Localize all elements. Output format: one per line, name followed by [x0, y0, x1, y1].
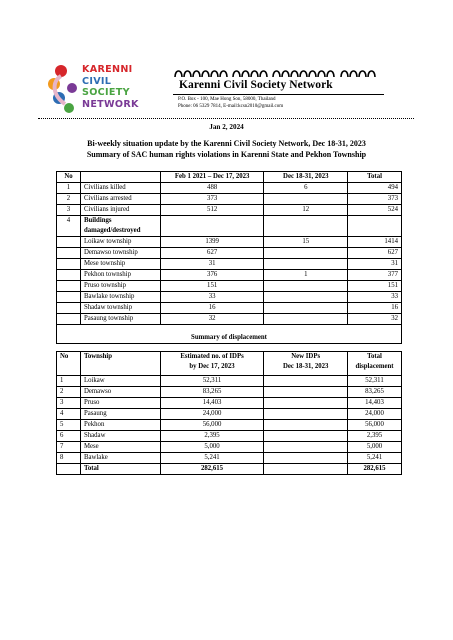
cell-total: 5,241 — [348, 453, 402, 464]
cell-label: Loikaw township — [80, 237, 160, 248]
address-block — [178, 97, 283, 110]
cell-value: 14,403 — [160, 398, 264, 409]
cell-value — [264, 303, 348, 314]
cell-value — [264, 409, 348, 420]
cell-township: Demawso — [80, 387, 160, 398]
cell-total: 627 — [348, 248, 402, 259]
cell-label: Pasaung township — [80, 314, 160, 325]
cell-total: 524 — [348, 205, 402, 216]
cell-no — [57, 464, 81, 475]
cell-total: 151 — [348, 281, 402, 292]
cell-value — [264, 248, 348, 259]
table-row — [57, 314, 402, 325]
cell-value: 373 — [160, 194, 264, 205]
cell-total — [348, 216, 402, 237]
cell-label: Demawso township — [80, 248, 160, 259]
cell-township: Pruso — [80, 398, 160, 409]
violations-table — [56, 171, 402, 344]
cell-value — [264, 464, 348, 475]
header-line: Dec 18-31, 2023 — [282, 363, 329, 370]
cell-no: 2 — [57, 387, 81, 398]
table-row — [57, 248, 402, 259]
table-row — [57, 237, 402, 248]
table-row — [57, 205, 402, 216]
cell-township: Pekhon — [80, 420, 160, 431]
cell-label: Civilians injured — [80, 205, 160, 216]
cell-label: Civilians arrested — [80, 194, 160, 205]
cell-total: 83,265 — [348, 387, 402, 398]
column-header: Total — [348, 172, 402, 183]
cell-value — [264, 387, 348, 398]
cell-value: 56,000 — [160, 420, 264, 431]
cell-value — [264, 431, 348, 442]
document-date: Jan 2, 2024 — [209, 123, 244, 131]
table-header-row — [57, 352, 402, 376]
kcsn-logo — [47, 60, 162, 118]
cell-no — [57, 303, 81, 314]
address-line: P.O. Box - 100, Mae Hong Son, 58000, Thailand — [178, 97, 276, 102]
logo-line: NETWORK — [82, 98, 139, 110]
document-subtitle: Summary of SAC human rights violations in Karenni State and Pekhon Township — [86, 150, 367, 159]
cell-total: 16 — [348, 303, 402, 314]
cell-value — [264, 314, 348, 325]
cell-value — [264, 398, 348, 409]
column-header: Township — [80, 352, 160, 376]
logo-line: SOCIETY — [82, 87, 130, 99]
cell-value: 52,311 — [160, 376, 264, 387]
cell-value — [264, 442, 348, 453]
displacement-table — [56, 351, 402, 475]
table-total-row — [57, 464, 402, 475]
cell-label: Buildings damaged/destroyed — [80, 216, 160, 237]
cell-no: 3 — [57, 398, 81, 409]
cell-total: 56,000 — [348, 420, 402, 431]
cell-value: 24,000 — [160, 409, 264, 420]
cell-total: 494 — [348, 183, 402, 194]
cell-value — [264, 194, 348, 205]
header-line: displacement — [355, 363, 394, 370]
header-line: New IDPs — [291, 353, 321, 360]
cell-no: 1 — [57, 376, 81, 387]
table-row — [57, 409, 402, 420]
table-row — [57, 183, 402, 194]
cell-no: 7 — [57, 442, 81, 453]
cell-label: Mese township — [80, 259, 160, 270]
cell-no: 5 — [57, 420, 81, 431]
cell-no — [57, 270, 81, 281]
cell-value: 151 — [160, 281, 264, 292]
cell-value: 2,395 — [160, 431, 264, 442]
cell-value: 31 — [160, 259, 264, 270]
cell-township: Bawlake — [80, 453, 160, 464]
cell-value — [264, 292, 348, 303]
cell-label: Shadaw township — [80, 303, 160, 314]
cell-no: 3 — [57, 205, 81, 216]
table-row — [57, 442, 402, 453]
cell-value: 282,615 — [160, 464, 264, 475]
table-row — [57, 376, 402, 387]
cell-value: 5,241 — [160, 453, 264, 464]
cell-value — [264, 453, 348, 464]
organization-name: Karenni Civil Society Network — [179, 79, 333, 91]
cell-value: 16 — [160, 303, 264, 314]
cell-value: 1399 — [160, 237, 264, 248]
cell-value: 83,265 — [160, 387, 264, 398]
cell-value: 33 — [160, 292, 264, 303]
cell-value: 15 — [264, 237, 348, 248]
cell-no — [57, 248, 81, 259]
dotted-divider — [38, 118, 414, 119]
cell-value — [264, 376, 348, 387]
cell-value — [160, 216, 264, 237]
cell-no — [57, 281, 81, 292]
cell-label: Bawlake township — [80, 292, 160, 303]
header-line: Total — [367, 353, 382, 360]
cell-total: 52,311 — [348, 376, 402, 387]
table-row — [57, 270, 402, 281]
section-title-row — [57, 325, 402, 344]
column-header: No — [57, 352, 81, 376]
table-row — [57, 453, 402, 464]
table-row — [57, 194, 402, 205]
header-line: Estimated no. of IDPs — [180, 353, 244, 360]
cell-no: 6 — [57, 431, 81, 442]
cell-no — [57, 314, 81, 325]
table-row — [57, 292, 402, 303]
cell-total: 373 — [348, 194, 402, 205]
cell-total: 5,000 — [348, 442, 402, 453]
cell-no — [57, 259, 81, 270]
cell-total: 282,615 — [348, 464, 402, 475]
cell-value — [264, 420, 348, 431]
column-header: Dec 18-31, 2023 — [264, 172, 348, 183]
table-row — [57, 387, 402, 398]
table-row — [57, 303, 402, 314]
column-header — [160, 352, 264, 376]
cell-no: 4 — [57, 409, 81, 420]
cell-total: 24,000 — [348, 409, 402, 420]
cell-value: 376 — [160, 270, 264, 281]
cell-township: Shadaw — [80, 431, 160, 442]
cell-label: Pruso township — [80, 281, 160, 292]
table-row — [57, 259, 402, 270]
column-header — [348, 352, 402, 376]
column-header: No — [57, 172, 81, 183]
cell-value — [264, 259, 348, 270]
cell-total: 377 — [348, 270, 402, 281]
cell-no — [57, 292, 81, 303]
cell-total-label: Total — [80, 464, 160, 475]
cell-value: 6 — [264, 183, 348, 194]
cell-no — [57, 237, 81, 248]
document-title: Bi-weekly situation update by the Karenni Civil Society Network, Dec 18-31, 2023 — [87, 139, 366, 148]
table-row — [57, 216, 402, 237]
column-header — [264, 352, 348, 376]
table-row — [57, 420, 402, 431]
logo-line: CIVIL — [82, 75, 112, 87]
header-line: by Dec 17, 2023 — [189, 363, 235, 370]
cell-no: 1 — [57, 183, 81, 194]
cell-label: Pekhon township — [80, 270, 160, 281]
cell-township: Mese — [80, 442, 160, 453]
table-row — [57, 281, 402, 292]
cell-value — [264, 216, 348, 237]
cell-value: 627 — [160, 248, 264, 259]
cell-total: 31 — [348, 259, 402, 270]
cell-total: 1414 — [348, 237, 402, 248]
cell-no: 8 — [57, 453, 81, 464]
column-header — [80, 172, 160, 183]
cell-value: 5,000 — [160, 442, 264, 453]
cell-value: 512 — [160, 205, 264, 216]
table-header-row — [57, 172, 402, 183]
cell-no: 4 — [57, 216, 81, 237]
cell-value: 12 — [264, 205, 348, 216]
contact-line: Phone: 06 5329 7814, E-mail:kcsn2010@gmail.com — [178, 103, 284, 109]
cell-no: 2 — [57, 194, 81, 205]
cell-total: 32 — [348, 314, 402, 325]
cell-value: 488 — [160, 183, 264, 194]
header-rule — [173, 94, 384, 95]
logo-line: KARENNI — [82, 64, 133, 75]
column-header: Feb 1 2021 – Dec 17, 2023 — [160, 172, 264, 183]
cell-township: Loikaw — [80, 376, 160, 387]
displacement-section-title: Summary of displacement — [57, 325, 402, 344]
cell-label: Civilians killed — [80, 183, 160, 194]
table-row — [57, 398, 402, 409]
cell-township: Pasaung — [80, 409, 160, 420]
cell-total: 33 — [348, 292, 402, 303]
cell-total: 2,395 — [348, 431, 402, 442]
cell-total: 14,403 — [348, 398, 402, 409]
cell-value — [264, 281, 348, 292]
cell-value: 1 — [264, 270, 348, 281]
cell-value: 32 — [160, 314, 264, 325]
table-row — [57, 431, 402, 442]
